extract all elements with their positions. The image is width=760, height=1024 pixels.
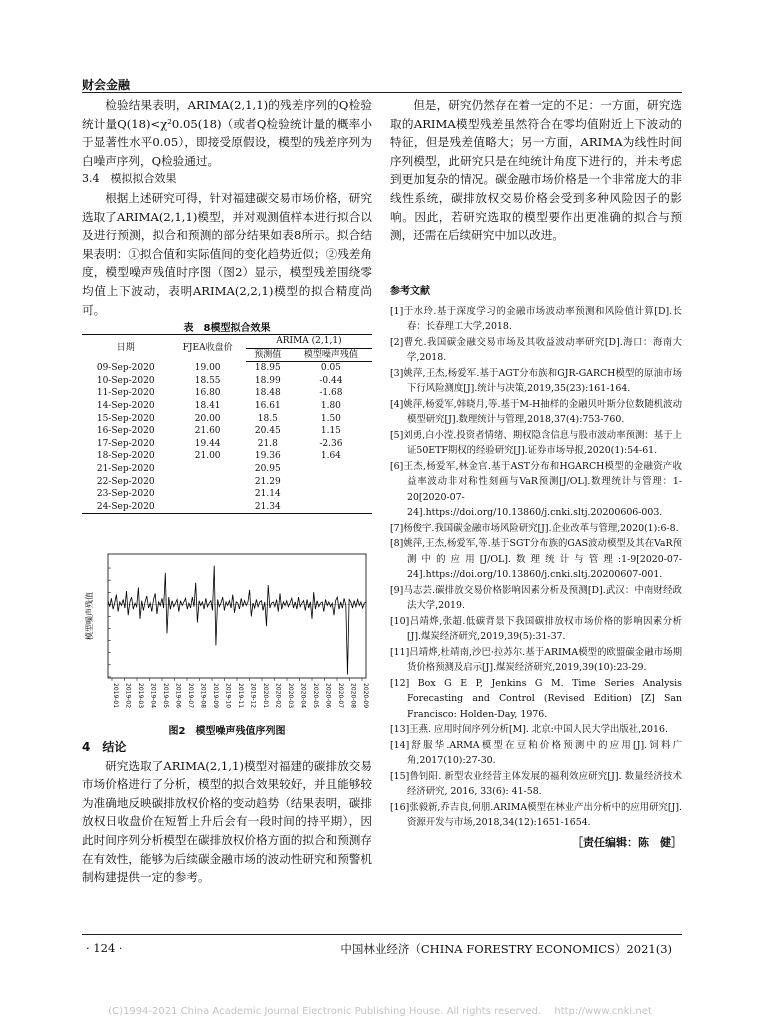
figure-caption: 图2 模型噪声残值序列图: [168, 726, 286, 737]
left-column-bottom: [82, 738, 372, 887]
cell-pred: 21.34: [246, 501, 290, 514]
paragraph-limitations: 但是，研究仍然存在着一定的不足：一方面，研究选取的ARIMA模型残差虽然符合在零均值附近上下波动的特征，但是残差值略大；另一方面，ARIMA为线性时间序列模型，此研究只是在纯统计角度下进行的，并未考虑到更加复杂的情况。碳金融市场价格是一个非常庞大的非线性系统，碳排放权交易价格会受到多种风险因子的影响。因此，若研究选取的模型要作出更准确的拟合与预测，还需在后续研究中加以改进。: [390, 98, 682, 243]
cell-close: 21.00: [194, 451, 221, 462]
reference-item: [10]吕靖烨,张超.低碳背景下我国碳排放权市场价格的影响因素分析[J].煤炭经济研究,2019,39(5):31-37.: [390, 615, 682, 642]
references-title: 参考文献: [390, 286, 430, 297]
header-resid: 模型噪声残值: [290, 348, 372, 362]
reference-item: [16]张毅新,乔吉良,何朋.ARIMA模型在林业产出分析中的应用研究[J].资源开发与市场,2018,34(12):1651-1654.: [390, 801, 682, 828]
cell-pred: 18.99: [254, 375, 281, 386]
residual-chart-svg: [82, 550, 372, 718]
cell-resid: [290, 488, 372, 501]
section-header: 财会金融: [82, 78, 131, 92]
header-rule: [82, 92, 682, 93]
reference-item: [12] Box G E P, Jenkins G M. Time Series Analysis Forecasting and Control (Revised Edition) [Z] San Francisco: Holden-Day, 1976.: [390, 677, 682, 720]
x-tick-label: 2020-01: [262, 683, 269, 709]
x-tick-label: 2020-09: [362, 683, 369, 709]
x-tick-label: 2020-07: [337, 683, 344, 709]
cell-pred: 18.48: [254, 388, 281, 399]
copyright-watermark: (C)1994-2021 China Academic Journal Electronic Publishing House. All rights reserved. http://www.cnki.net: [108, 1006, 652, 1017]
x-tick-label: 2019-02: [124, 683, 132, 709]
heading-4-conclusion: 4 结论: [82, 740, 127, 754]
reference-item: [9]马志芸.碳排放交易价格影响因素分析及预测[D].武汉：中南财经政法大学,2019.: [390, 584, 682, 611]
cell-resid: 1.50: [320, 413, 341, 424]
cell-date: 14-Sep-2020: [96, 400, 155, 411]
reference-item: [2]曹允.我国碳金融交易市场及其收益波动率研究[D].海口：海南大学,2018.: [390, 336, 682, 363]
references-list: [390, 304, 682, 831]
cell-date: 09-Sep-2020: [96, 362, 155, 373]
table-row: [82, 425, 372, 438]
cell-date: 18-Sep-2020: [96, 451, 155, 462]
cell-resid: 1.15: [320, 426, 341, 437]
cell-resid: 1.64: [320, 451, 341, 462]
table-row: [82, 413, 372, 426]
cell-date: 22-Sep-2020: [96, 476, 155, 487]
cell-resid: [290, 476, 372, 489]
x-tick-label: 2019-12: [249, 683, 257, 709]
cell-pred: 20.95: [254, 463, 281, 474]
reference-item: [8]姚萍,王杰,杨爱军,等.基于SGT分布族的GAS波动模型及其在VaR预测中的应用[J/OL].数理统计与管理:1-9[2020-07-24].https://doi.org/10.13860/j.cnki.sltj.20200607-001.: [390, 538, 682, 580]
table-body: [82, 362, 372, 514]
cell-close: [169, 488, 245, 501]
x-tick-label: 2019-09: [212, 683, 219, 709]
reference-item: [11]吕靖烨,杜靖南,沙巴·拉苏尔.基于ARIMA模型的欧盟碳金融市场期货价格预测及启示[J].煤炭经济研究,2019,39(10):23-29.: [390, 646, 682, 673]
cell-close: 18.55: [194, 375, 221, 386]
right-column-top: [390, 96, 682, 245]
plot-frame: [108, 554, 366, 678]
x-tick-label: 2019-07: [187, 683, 194, 709]
cell-pred: 16.61: [254, 400, 281, 411]
table-row: [82, 387, 372, 400]
cell-resid: [290, 501, 372, 514]
reference-item: [5]刘勇,白小滢.投资者情绪、期权隐含信息与股市波动率预测：基于上证50ETF期权的经验研究[J].证券市场导报,2020(1):54-61.: [390, 429, 682, 456]
cell-resid: [290, 463, 372, 476]
table-row: [82, 362, 372, 375]
cell-close: [169, 463, 245, 476]
heading-3-4: 3.4 模拟拟合效果: [82, 172, 177, 186]
x-tick-label: 2020-04: [299, 683, 307, 709]
x-tick-label: 2020-03: [287, 683, 294, 709]
cell-date: 21-Sep-2020: [96, 463, 155, 474]
paragraph-fit-effect: 根据上述研究可得，针对福建碳交易市场价格，研究选取了ARIMA(2,1,1)模型，并对观测值样本进行拟合以及进行预测，拟合和预测的部分结果如表8所示。拟合结果表明：①拟合值和实际值间的变化趋势近似；②残差角度，模型噪声残值时序图（图2）显示，模型残差围绕零均值上下波动，表明ARIMA(2,2,1)模型的拟合精度尚可。: [82, 190, 372, 317]
reference-item: [7]杨俊宇.我国碳金融市场风险研究[J].企业改革与管理,2020(1):6-8.: [390, 522, 679, 534]
series-line-residual: [108, 566, 366, 675]
cell-close: [169, 476, 245, 489]
cell-date: 16-Sep-2020: [96, 426, 155, 437]
cell-close: 21.60: [194, 426, 221, 437]
cell-close: 20.00: [194, 413, 221, 424]
cell-resid: 1.80: [320, 400, 341, 411]
table-row: [82, 450, 372, 463]
table-row: [82, 438, 372, 451]
x-tick-label: 2020-06: [324, 683, 332, 709]
cell-pred: 18.5: [257, 413, 278, 424]
cell-resid: 0.05: [320, 363, 341, 374]
table-row: [82, 400, 372, 413]
paragraph-conclusion: 研究选取了ARIMA(2,1,1)模型对福建的碳排放交易市场价格进行了分析，模型的拟合效果较好，并且能够较为准确地反映碳排放权价格的变动趋势（结果表明，碳排放权日收盘价在短暂上升后会有一段时间的持平期），因此时间序列分析模型在碳排放权价格方面的拟合和预测存在有效性，能够为后续碳金融市场的波动性研究和预警机制构建提供一定的参考。: [82, 758, 372, 885]
cell-date: 10-Sep-2020: [96, 375, 155, 386]
table-row: [82, 375, 372, 388]
y-axis-label: 模型噪声残值: [85, 592, 94, 640]
reference-item: [3]姚萍,王杰,杨爱军.基于AGT分布族和GJR-GARCH模型的原油市场下行风险测度[J].统计与决策,2019,35(23):161-164.: [390, 367, 682, 394]
x-tick-label: 2019-05: [162, 683, 169, 709]
table-row: [82, 476, 372, 489]
table-row: [82, 463, 372, 476]
x-tick-label: 2019-08: [199, 683, 207, 709]
journal-name: 中国林业经济（CHINA FORESTRY ECONOMICS）2021(3): [340, 942, 672, 956]
x-tick-label: 2019-01: [112, 683, 119, 709]
paragraph-q-test: 检验结果表明，ARIMA(2,1,1)的残差序列的Q检验统计量Q(18)<χ²0.05(18)（或者Q检验统计量的概率小于显著性水平0.05），即接受原假设，模型的残差序列为白噪声序列，Q检验通过。: [82, 98, 372, 168]
table-row: [82, 501, 372, 514]
table-row: [82, 488, 372, 501]
cell-date: 11-Sep-2020: [96, 388, 155, 399]
x-tick-label: 2019-04: [149, 683, 157, 709]
editor-credit: ［责任编辑：陈 健］: [572, 835, 682, 849]
table-container: [82, 334, 372, 514]
cell-close: 18.41: [194, 400, 221, 411]
reference-item: [6]王杰,杨爱军,林金官.基于AST分布和HGARCH模型的金融资产收益率波动非对称性刻画与VaR预测[J/OL].数理统计与管理：1-20[2020-07-24].https://doi.org/10.13860/j.cnki.sltj.20200606-003.: [390, 460, 682, 518]
header-close: FJEA收盘价: [169, 335, 245, 362]
cell-resid: -2.36: [319, 438, 343, 449]
header-date: 日期: [82, 335, 169, 362]
header-arima-group: ARIMA (2,1,1): [246, 335, 372, 349]
x-tick-label: 2020-05: [312, 683, 319, 709]
x-tick-label: 2019-10: [224, 683, 232, 709]
reference-item: [15]鲁钊阳. 新型农业经营主体发展的福利效应研究[J]. 数量经济技术经济研究, 2016, 33(6): 41-58.: [390, 770, 682, 797]
header-pred: 预测值: [246, 348, 290, 362]
cell-close: 16.80: [194, 388, 221, 399]
references-section: [390, 284, 682, 850]
left-column-top: [82, 96, 372, 319]
cell-close: 19.44: [194, 438, 221, 449]
reference-item: [4]姚萍,杨爱军,韩晓月,等.基于M-H抽样的金融贝叶斯分位数随机波动模型研究[J].数理统计与管理,2018,37(4):753-760.: [390, 398, 682, 425]
reference-item: [14]舒服华.ARMA模型在豆粕价格预测中的应用[J].饲料广角,2017(10):27-30.: [390, 739, 682, 766]
cell-date: 15-Sep-2020: [96, 413, 155, 424]
x-tick-label: 2019-06: [174, 683, 182, 709]
cell-pred: 21.29: [254, 476, 281, 487]
cell-close: [169, 501, 245, 514]
residual-chart: [82, 550, 372, 722]
cell-date: 23-Sep-2020: [96, 489, 155, 500]
footer-rule: [82, 934, 682, 935]
cell-pred: 19.36: [254, 451, 281, 462]
cell-pred: 18.95: [254, 363, 281, 374]
cell-date: 17-Sep-2020: [96, 438, 155, 449]
cell-resid: -1.68: [319, 388, 343, 399]
reference-item: [13]王燕. 应用时间序列分析[M]. 北京:中国人民大学出版社,2016.: [390, 724, 668, 735]
cell-date: 24-Sep-2020: [82, 501, 169, 514]
x-tick-label: 2019-11: [237, 683, 244, 709]
cell-close: 19.00: [194, 362, 221, 373]
cell-pred: 21.14: [254, 489, 281, 500]
reference-item: [1]于水玲.基于深度学习的金融市场波动率预测和风险值计算[D].长春：长春理工大学,2018.: [390, 305, 682, 332]
table-title: 表 8模型拟合效果: [183, 323, 271, 334]
cell-resid: -0.44: [319, 375, 343, 386]
fit-results-table: [82, 334, 372, 514]
cell-pred: 20.45: [254, 426, 281, 437]
x-tick-label: 2019-03: [137, 683, 144, 709]
cell-pred: 21.8: [257, 438, 278, 449]
page-number: · 124 ·: [86, 941, 123, 955]
x-tick-label: 2020-02: [274, 683, 282, 709]
x-tick-label: 2020-08: [349, 683, 357, 709]
